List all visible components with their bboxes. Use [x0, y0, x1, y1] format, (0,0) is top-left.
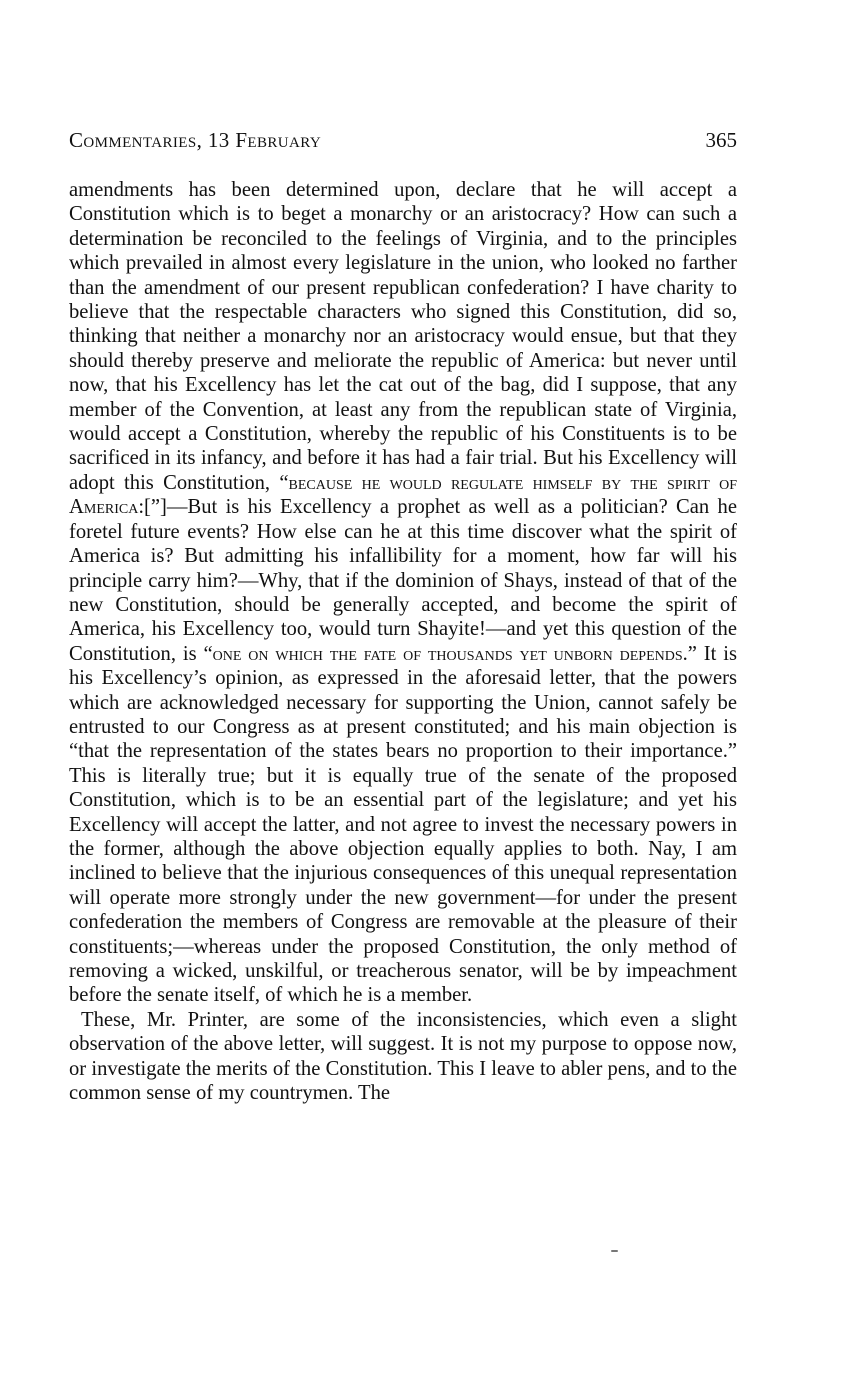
body-text [69, 178, 737, 1105]
paragraph-2: These, Mr. Printer, are some of the inconsistencies, which even a slight observation of the above letter, will suggest. It is not my purpose to oppose now, or investigate the merits of the Constitution. This I leave to abler pens, and to the common sense of my countrymen. The [69, 1008, 737, 1105]
small-caps-quote-fate-of-thousands: one on which the fate of thousands yet unborn depends. [212, 642, 688, 665]
running-head-title: Commentaries, 13 February [69, 128, 322, 152]
stray-ink-mark [611, 1250, 618, 1252]
paragraph-1-text-b: [”]—But is his Excellency a prophet as well as a politician? Can he foretel future events? How else can he at this time discover what the spirit of America is? But admitting his infallibility for a moment, how far will his principle carry him?—Why, that if the dominion of Shays, instead of that of the new Constitution, should be generally accepted, and become the spirit of America, his Excellency too, would turn Shayite!—and yet this question of the Constitution, is “ [69, 496, 737, 665]
page-number: 365 [705, 128, 737, 152]
book-page [69, 128, 737, 1105]
paragraph-1 [69, 178, 737, 1008]
paragraph-1-text-c: ” It is his Excellency’s opinion, as expressed in the aforesaid letter, that the powers which are acknowledged necessary for supporting the Union, cannot safely be entrusted to our Congress as at present constituted; and his main objection is “that the representation of the states bears no proportion to their importance.” This is literally true; but it is equally true of the senate of the proposed Constitution, which is to be an essential part of the legislature; and yet his Excellency will accept the latter, and not agree to invest the necessary powers in the former, although the above objection equally applies to both. Nay, I am inclined to believe that the injurious consequences of this unequal representation will operate more strongly under the new government—for under the present confederation the members of Congress are removable at the pleasure of their constituents;—whereas under the proposed Constitution, the only method of removing a wicked, unskilful, or treacherous senator, will be by impeachment before the senate itself, of which he is a member. [69, 642, 737, 1007]
paragraph-1-text-a: amendments has been determined upon, declare that he will accept a Constitution which is to beget a monarchy or an aristocracy? How can such a determination be reconciled to the feelings of Virginia, and to the principles which prevailed in almost every legislature in the union, who looked no farther than the amendment of our present republican confederation? I have charity to believe that the respectable characters who signed this Constitution, did so, thinking that neither a monarchy nor an aristocracy would ensue, but that they should thereby preserve and meliorate the republic of America: but never until now, that his Excellency has let the cat out of the bag, did I suppose, that any member of the Convention, at least any from the republican state of Virginia, would accept a Constitution, whereby the republic of his Constituents is to be sacrificed in its infancy, and before it has had a fair trial. But his Excellency will adopt this Constitution, “ [69, 179, 737, 494]
small-caps-quote-spirit-of-america: because he would regulate himself by the spirit of America: [69, 471, 737, 519]
running-head [69, 128, 737, 158]
